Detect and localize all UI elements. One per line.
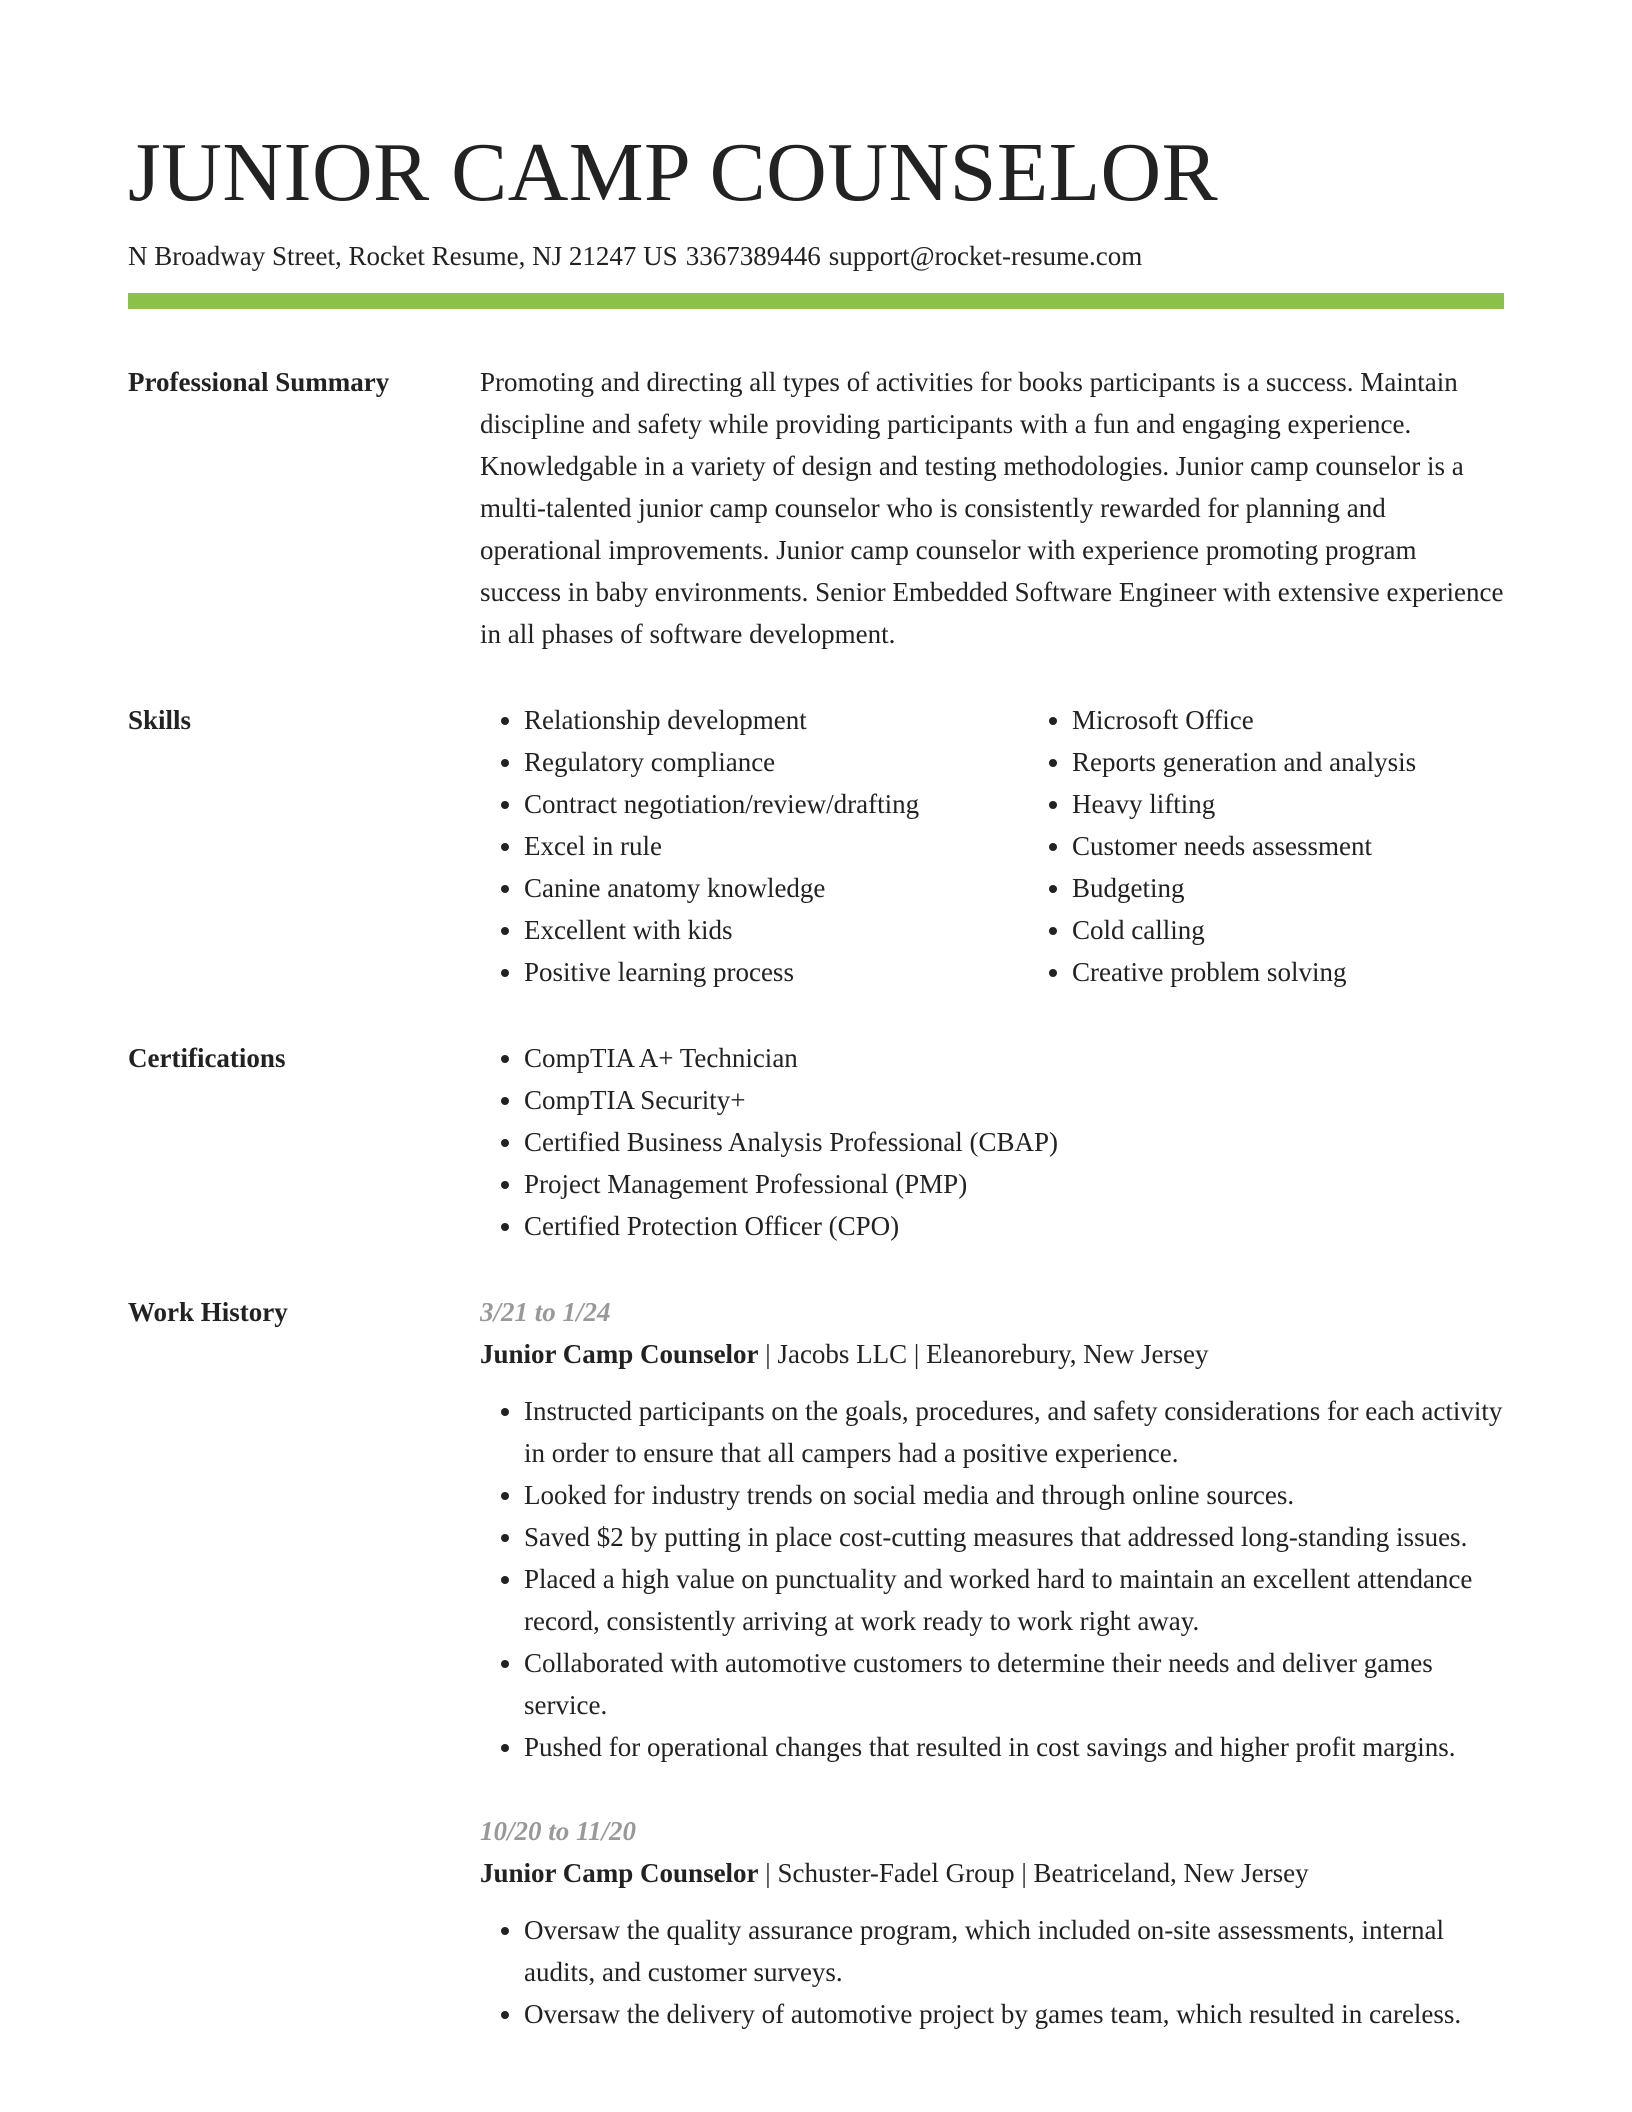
certification-item: • CompTIA A+ Technician [524, 1037, 1504, 1079]
certifications-section [128, 1037, 1504, 1247]
skills-label: Skills [128, 705, 192, 735]
job-entry [480, 1291, 1504, 1768]
work-history-content [480, 1291, 1504, 2035]
job-details: | Jacobs LLC | Eleanorebury, New Jersey [758, 1339, 1209, 1369]
skill-item: • Microsoft Office [1072, 699, 1416, 741]
skills-list-right [1028, 699, 1416, 993]
job-bullet: • Collaborated with automotive customers to determine their needs and deliver games service. [524, 1642, 1504, 1726]
job-bullet: • Oversaw the quality assurance program, which included on-site assessments, internal audits, and customer surveys. [524, 1909, 1504, 1993]
job-bullet: • Pushed for operational changes that resulted in cost savings and higher profit margins. [524, 1726, 1504, 1768]
certifications-label: Certifications [128, 1043, 286, 1073]
contact-address: N Broadway Street, Rocket Resume, NJ 21247 US [128, 241, 678, 271]
resume-page [128, 118, 1504, 2035]
candidate-name: JUNIOR CAMP COUNSELOR [128, 126, 1219, 219]
contact-email: support@rocket-resume.com [828, 241, 1143, 271]
job-details: | Schuster-Fadel Group | Beatriceland, New Jersey [758, 1858, 1309, 1888]
certification-item: • Certified Business Analysis Professional (CBAP) [524, 1121, 1504, 1163]
summary-section [128, 361, 1504, 655]
job-bullet: • Saved $2 by putting in place cost-cutting measures that addressed long-standing issues. [524, 1516, 1504, 1558]
skill-item: • Positive learning process [524, 951, 1028, 993]
job-entry [480, 1810, 1504, 2035]
job-bullets [480, 1390, 1504, 1768]
job-bullet: • Placed a high value on punctuality and worked hard to maintain an excellent attendance record, consistently arriving at work ready to work right away. [524, 1558, 1504, 1642]
job-title: Junior Camp Counselor [480, 1339, 759, 1369]
job-bullets [480, 1909, 1504, 2035]
job-title: Junior Camp Counselor [480, 1858, 759, 1888]
job-bullet: • Looked for industry trends on social media and through online sources. [524, 1474, 1504, 1516]
skill-item: • Creative problem solving [1072, 951, 1416, 993]
skill-item: • Excel in rule [524, 825, 1028, 867]
skill-item: • Budgeting [1072, 867, 1416, 909]
skill-item: • Cold calling [1072, 909, 1416, 951]
summary-text: Promoting and directing all types of activities for books participants is a success. Maintain discipline and safety while providing participants with a fun and engaging experience. Knowledgable in a variety of design and testing methodologies. Junior camp counselor is a multi-talented junior camp counselor who is consistently rewarded for planning and operational improvements. Junior camp counselor with experience promoting program success in baby environments. Senior Embedded Software Engineer with extensive experience in all phases of software development. [480, 367, 1504, 649]
job-heading [480, 1333, 1504, 1375]
skills-section [128, 699, 1504, 993]
job-dates: 3/21 to 1/24 [480, 1297, 611, 1327]
skill-item: • Heavy lifting [1072, 783, 1416, 825]
summary-content [480, 361, 1504, 655]
skill-item: • Canine anatomy knowledge [524, 867, 1028, 909]
work-history-section [128, 1291, 1504, 2035]
certifications-content [480, 1037, 1504, 1247]
certification-item: • CompTIA Security+ [524, 1079, 1504, 1121]
contact-line [128, 236, 1504, 276]
skill-item: • Relationship development [524, 699, 1028, 741]
work-history-label: Work History [128, 1297, 288, 1327]
summary-label: Professional Summary [128, 367, 390, 397]
skill-item: • Contract negotiation/review/drafting [524, 783, 1028, 825]
skill-item: • Reports generation and analysis [1072, 741, 1416, 783]
skill-item: • Customer needs assessment [1072, 825, 1416, 867]
job-heading [480, 1852, 1504, 1894]
skill-item: • Regulatory compliance [524, 741, 1028, 783]
job-bullet: • Instructed participants on the goals, procedures, and safety considerations for each activity in order to ensure that all campers had a positive experience. [524, 1390, 1504, 1474]
skill-item: • Excellent with kids [524, 909, 1028, 951]
contact-phone: 3367389446 [685, 241, 821, 271]
header-divider [128, 293, 1504, 309]
certification-item: • Certified Protection Officer (CPO) [524, 1205, 1504, 1247]
certifications-list [480, 1037, 1504, 1247]
job-bullet: • Oversaw the delivery of automotive project by games team, which resulted in careless. [524, 1993, 1504, 2035]
skills-content [480, 699, 1504, 993]
job-dates: 10/20 to 11/20 [480, 1816, 637, 1846]
skills-list-left [480, 699, 1028, 993]
certification-item: • Project Management Professional (PMP) [524, 1163, 1504, 1205]
